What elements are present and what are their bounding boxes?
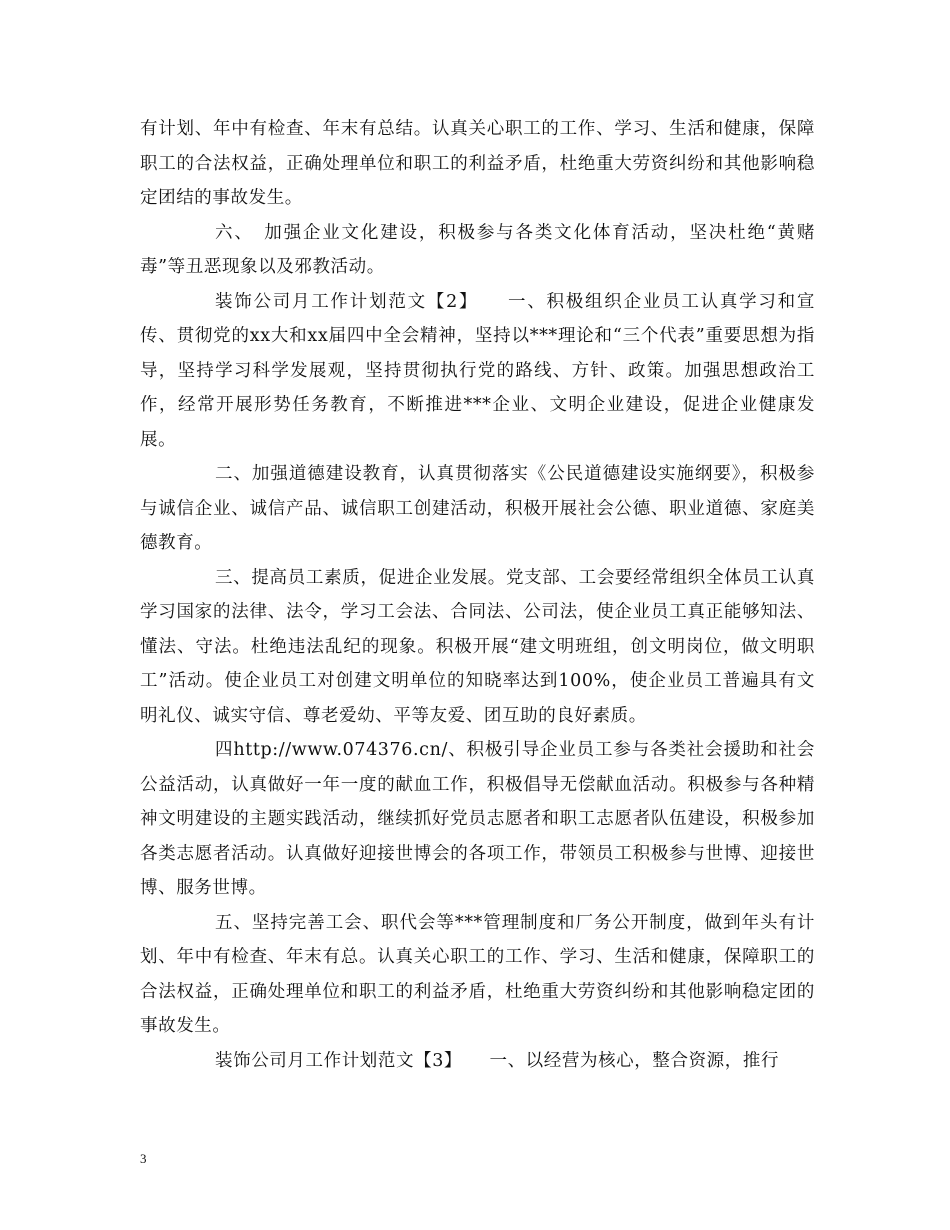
paragraph-plan-2-item-one: 装饰公司月工作计划范文【2】 一、积极组织企业员工认真学习和宣传、贯彻党的xx大和xx届四中全会精神，坚持以***理论和“三个代表”重要思想为指导，坚持学习科学发展观，坚持贯彻执行党的路线、方针、政策。加强思想政治工作，经常开展形势任务教育，不断推进***企业、文明企业建设，促进企业健康发展。 (140, 291, 815, 450)
paragraph-item-two: 二、加强道德建设教育，认真贯彻落实《公民道德建设实施纲要》，积极参与诚信企业、诚信产品、诚信职工创建活动，积极开展社会公德、职业道德、家庭美德教育。 (140, 464, 815, 553)
document-body (140, 112, 815, 1078)
paragraph-continued: 有计划、年中有检查、年末有总结。认真关心职工的工作、学习、生活和健康，保障职工的合法权益，正确处理单位和职工的利益矛盾，杜绝重大劳资纠纷和其他影响稳定团结的事故发生。 (140, 119, 815, 208)
paragraph-item-four: 四http://www.074376.cn/、积极引导企业员工参与各类社会援助和社会公益活动，认真做好一年一度的献血工作，积极倡导无偿献血活动。积极参与各种精神文明建设的主题实践活动，继续抓好党员志愿者和职工志愿者队伍建设，积极参加各类志愿者活动。认真做好迎接世博会的各项工作，带领员工积极参与世博、迎接世博、服务世博。 (140, 740, 815, 898)
paragraph-item-six: 六、 加强企业文化建设，积极参与各类文化体育活动，坚决杜绝“黄赌毒”等丑恶现象以及邪教活动。 (140, 222, 815, 277)
paragraph-item-five: 五、坚持完善工会、职代会等***管理制度和厂务公开制度，做到年头有计划、年中有检查、年末有总。认真关心职工的工作、学习、生活和健康，保障职工的合法权益，正确处理单位和职工的利益矛盾，杜绝重大劳资纠纷和其他影响稳定团的事故发生。 (140, 912, 815, 1036)
page-number: 3 (140, 1151, 147, 1166)
paragraph-plan-3-item-one: 装饰公司月工作计划范文【3】 一、以经营为核心，整合资源，推行 (215, 1050, 780, 1071)
paragraph-item-three: 三、提高员工素质，促进企业发展。党支部、工会要经常组织全体员工认真学习国家的法律、法令，学习工会法、合同法、公司法，使企业员工真正能够知法、懂法、守法。杜绝违法乱纪的现象。积极开展“建文明班组，创文明岗位，做文明职工”活动。使企业员工对创建文明单位的知晓率达到100%，使企业员工普遍具有文明礼仪、诚实守信、尊老爱幼、平等友爱、团互助的良好素质。 (140, 567, 815, 726)
